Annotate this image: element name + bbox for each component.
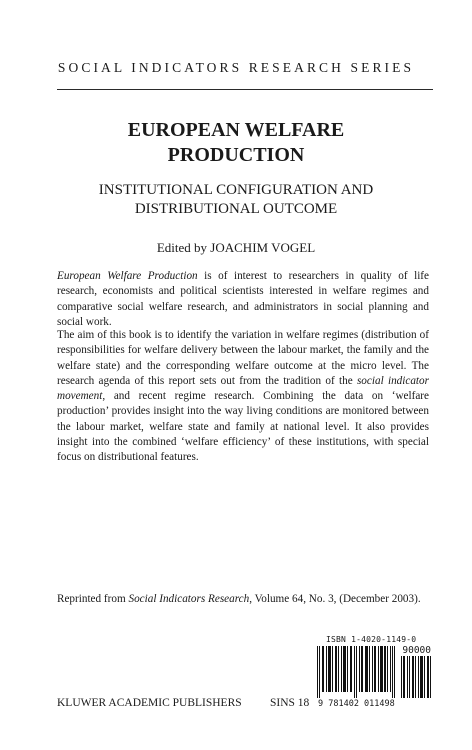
description-paragraph-1-text: is of interest to researchers in quality of life research, economists and political scientists interested in welfare regimes and comparative social welfare research, and administrators in social planning and social work. <box>57 270 429 328</box>
description-paragraph-1 <box>57 269 429 330</box>
reprint-note <box>57 593 437 605</box>
book-subtitle-line-2: DISTRIBUTIONAL OUTCOME <box>134 201 338 217</box>
book-title-line-1: EUROPEAN WELFARE <box>127 119 345 141</box>
series-title: SOCIAL INDICATORS RESEARCH SERIES <box>57 60 415 75</box>
description-paragraph-2-italic: social indicator movement <box>57 374 429 403</box>
description-paragraph-2 <box>57 328 429 466</box>
description-book-title: European Welfare Production <box>57 270 198 282</box>
ean-barcode-bars <box>317 646 397 698</box>
barcode-digits: 9 781402 011498 <box>318 699 395 709</box>
book-subtitle <box>0 181 472 219</box>
header-rule <box>57 89 433 90</box>
addon-barcode-bars <box>401 656 431 698</box>
book-subtitle-line-1: INSTITUTIONAL CONFIGURATION AND <box>98 182 374 198</box>
reprint-journal: Social Indicators Research <box>128 593 250 605</box>
isbn-text: ISBN 1-4020-1149-0 <box>326 635 417 644</box>
barcode <box>317 646 431 706</box>
description-paragraph-2-part-1: The aim of this book is to identify the variation in welfare regimes (distribution of responsibilities for welfare delivery between the labour market, the family and the welfare state) and the corresponding welfare outcome at the micro level. The research agenda of this report sets out from the tradition of the <box>57 329 429 387</box>
editor-line: Edited by JOACHIM VOGEL <box>156 240 316 255</box>
description-paragraph-2-part-2: , and recent regime research. Combining the data on ‘welfare production’ provides insight into the way living conditions are monitored between the labour market, welfare state and family at national level. It also provides insight into the combined ‘welfare efficiency’ of these institutions, with special focus on distributional features. <box>57 390 429 464</box>
reprint-suffix: , Volume 64, No. 3, (December 2003). <box>249 593 421 605</box>
price-code: 90000 <box>402 645 431 656</box>
book-title-line-2: PRODUCTION <box>167 144 305 166</box>
sins-number: SINS 18 <box>270 697 310 709</box>
book-title <box>0 118 472 168</box>
reprint-prefix: Reprinted from <box>57 593 129 605</box>
publisher-name: KLUWER ACADEMIC PUBLISHERS <box>57 697 242 709</box>
